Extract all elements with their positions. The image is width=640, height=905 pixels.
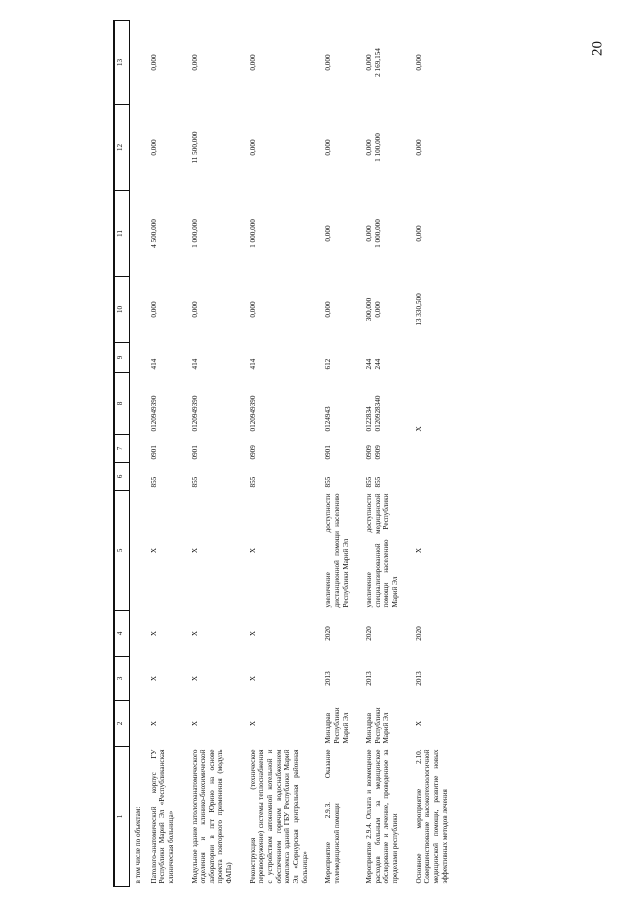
cell-amount-c12: 0,000 xyxy=(324,139,333,156)
table-row xyxy=(186,21,244,887)
cell-amount-c11: 0,000 xyxy=(324,225,333,242)
cell-grbs: 855 xyxy=(324,476,333,488)
cell-measure: Мероприятие 2.9.4. Оплата и возмещение расходов больным за медицинское обследование и лечение, проведенное за пределами республики xyxy=(365,749,400,884)
section-label: в том числе по объектам: xyxy=(134,806,142,884)
cell-amount-c12 xyxy=(360,105,410,191)
cell-start-year: X xyxy=(248,675,257,682)
cell-end-year: 2020 xyxy=(324,626,333,641)
cell-executor: Минздрав Республики Марий Эл xyxy=(365,707,391,744)
cell-amount-c13: 0,000 xyxy=(248,54,257,71)
table-row xyxy=(360,21,410,887)
cell-csr: 0120949390 xyxy=(248,395,257,432)
cell-line: 300,000 xyxy=(365,297,374,322)
cell-measure: Реконструкция (техническое перевооружение) системы теплоснабжения с устройством автономной котельной и обеспечением горячим водоснабжением комплекса зданий ГБУ Республики Марий Эл «Сернурская центральная районная больница» xyxy=(248,749,309,884)
header-col-11: 11 xyxy=(114,191,130,277)
cell-start-year: 2013 xyxy=(365,671,374,686)
cell-line: 0120928340 xyxy=(373,395,382,432)
table-row xyxy=(244,21,319,887)
cell-expected-result: X xyxy=(190,547,199,554)
cell-line: 2 169,154 xyxy=(373,48,382,77)
cell-amount-c11: 4 500,000 xyxy=(149,219,158,248)
cell-csr: 0124943 xyxy=(324,406,333,432)
cell-measure: Мероприятие 2.9.3. Оказание телемедицинской помощи xyxy=(324,749,341,884)
cell-line: 0122834 xyxy=(365,406,374,432)
cell-expected-result: увеличение доступности дистанционной помощи населению Республики Марий Эл xyxy=(324,493,350,608)
header-col-1: 1 xyxy=(114,747,130,887)
cell-grbs: 855 xyxy=(190,476,199,488)
cell-line: 0,000 xyxy=(373,301,382,318)
page-number: 20 xyxy=(589,41,606,56)
cell-amount-c13 xyxy=(360,21,410,105)
header-col-4: 4 xyxy=(114,611,130,657)
cell-amount-c10: 13 330,500 xyxy=(414,293,423,326)
cell-amount-c10 xyxy=(360,277,410,343)
cell-amount-c13: 0,000 xyxy=(414,54,423,71)
header-col-13: 13 xyxy=(114,21,130,105)
cell-executor: X xyxy=(190,720,199,727)
cell-amount-c10: 0,000 xyxy=(149,301,158,318)
cell-amount-c10: 0,000 xyxy=(248,301,257,318)
cell-start-year: X xyxy=(190,675,199,682)
section-label-row xyxy=(130,21,145,887)
cell-line: 855 xyxy=(365,476,374,488)
header-col-5: 5 xyxy=(114,491,130,611)
cell-line: 1 000,000 xyxy=(373,219,382,248)
header-col-12: 12 xyxy=(114,105,130,191)
cell-measure: Модульное здание патологоанатомического отделения и клинико-биохимической лаборатории в пгт Юрино на основе проекта повторного применения (модуль ФАПа) xyxy=(190,749,234,884)
cell-vr xyxy=(410,343,460,373)
cell-line: 0,000 xyxy=(365,139,374,156)
cell-line: 0,000 xyxy=(365,54,374,71)
cell-amount-c12: 0,000 xyxy=(414,139,423,156)
header-col-2: 2 xyxy=(114,701,130,747)
cell-grbs xyxy=(360,463,410,491)
table-row xyxy=(410,21,460,887)
cell-csr: 0120949390 xyxy=(190,395,199,432)
cell-amount-c13: 0,000 xyxy=(190,54,199,71)
cell-executor: X xyxy=(414,720,423,727)
cell-rzpr: 0901 xyxy=(324,445,333,460)
cell-measure: Основное мероприятие 2.10. Совершенствование высокотехнологичной медицинской помощи, развитие новых эффективных методов лечения xyxy=(414,749,449,884)
cell-start-year: 2013 xyxy=(414,671,423,686)
cell-line: 0,000 xyxy=(365,225,374,242)
cell-csr: 0120949390 xyxy=(149,395,158,432)
header-col-9: 9 xyxy=(114,343,130,373)
cell-grbs xyxy=(410,463,460,491)
cell-grbs: 855 xyxy=(248,476,257,488)
cell-vr: 414 xyxy=(190,358,199,370)
cell-amount-c10: 0,000 xyxy=(324,301,333,318)
cell-rzpr: 0901 xyxy=(149,445,158,460)
cell-amount-c13: 0,000 xyxy=(149,54,158,71)
cell-amount-c12: 11 500,000 xyxy=(190,131,199,164)
table-row xyxy=(319,21,360,887)
cell-amount-c11 xyxy=(360,191,410,277)
header-row xyxy=(114,21,130,887)
cell-expected-result: увеличение доступности специализированной медицинской помощи населению Республики Марий Эл xyxy=(365,493,400,608)
cell-executor: Минздрав Республики Марий Эл xyxy=(324,707,350,744)
header-col-3: 3 xyxy=(114,657,130,701)
cell-executor: X xyxy=(149,720,158,727)
header-col-7: 7 xyxy=(114,435,130,463)
cell-vr: 414 xyxy=(248,358,257,370)
cell-vr xyxy=(360,343,410,373)
cell-amount-c11: 1 000,000 xyxy=(248,219,257,248)
cell-amount-c11: 1 000,000 xyxy=(190,219,199,248)
cell-expected-result: X xyxy=(248,547,257,554)
cell-measure: Патолого-анатомический корпус ГУ Республики Марий Эл «Республиканская клиническая больница» xyxy=(149,749,175,884)
cell-amount-c11: 0,000 xyxy=(414,225,423,242)
cell-end-year: X xyxy=(248,630,257,637)
cell-start-year: X xyxy=(149,675,158,682)
cell-rzpr xyxy=(360,435,410,463)
cell-rzpr: 0901 xyxy=(190,445,199,460)
cell-grbs: 855 xyxy=(149,476,158,488)
header-col-10: 10 xyxy=(114,277,130,343)
cell-amount-c12: 0,000 xyxy=(149,139,158,156)
cell-end-year: X xyxy=(149,630,158,637)
cell-end-year: 2020 xyxy=(414,626,423,641)
cell-line: 0909 xyxy=(373,445,382,460)
cell-vr: 414 xyxy=(149,358,158,370)
table-row xyxy=(145,21,186,887)
cell-rzpr: 0909 xyxy=(248,445,257,460)
cell-line: 244 xyxy=(373,358,382,370)
cell-amount-c10: 0,000 xyxy=(190,301,199,318)
cell-executor: X xyxy=(248,720,257,727)
cell-start-year: 2013 xyxy=(324,671,333,686)
header-col-6: 6 xyxy=(114,463,130,491)
cell-rzpr xyxy=(410,435,460,463)
cell-expected-result: X xyxy=(149,547,158,554)
cell-line: 1 100,000 xyxy=(373,133,382,162)
cell-csr xyxy=(360,373,410,435)
cell-line: 244 xyxy=(365,358,374,370)
cell-end-year: X xyxy=(190,630,199,637)
cell-line: 855 xyxy=(373,476,382,488)
header-col-8: 8 xyxy=(114,373,130,435)
cell-csr: X xyxy=(414,426,423,432)
cell-end-year: 2020 xyxy=(365,626,374,641)
cell-amount-c12: 0,000 xyxy=(248,139,257,156)
program-table xyxy=(113,20,459,887)
cell-vr: 612 xyxy=(324,358,333,370)
cell-line: 0909 xyxy=(365,445,374,460)
cell-amount-c13: 0,000 xyxy=(324,54,333,71)
cell-expected-result: X xyxy=(414,547,423,554)
